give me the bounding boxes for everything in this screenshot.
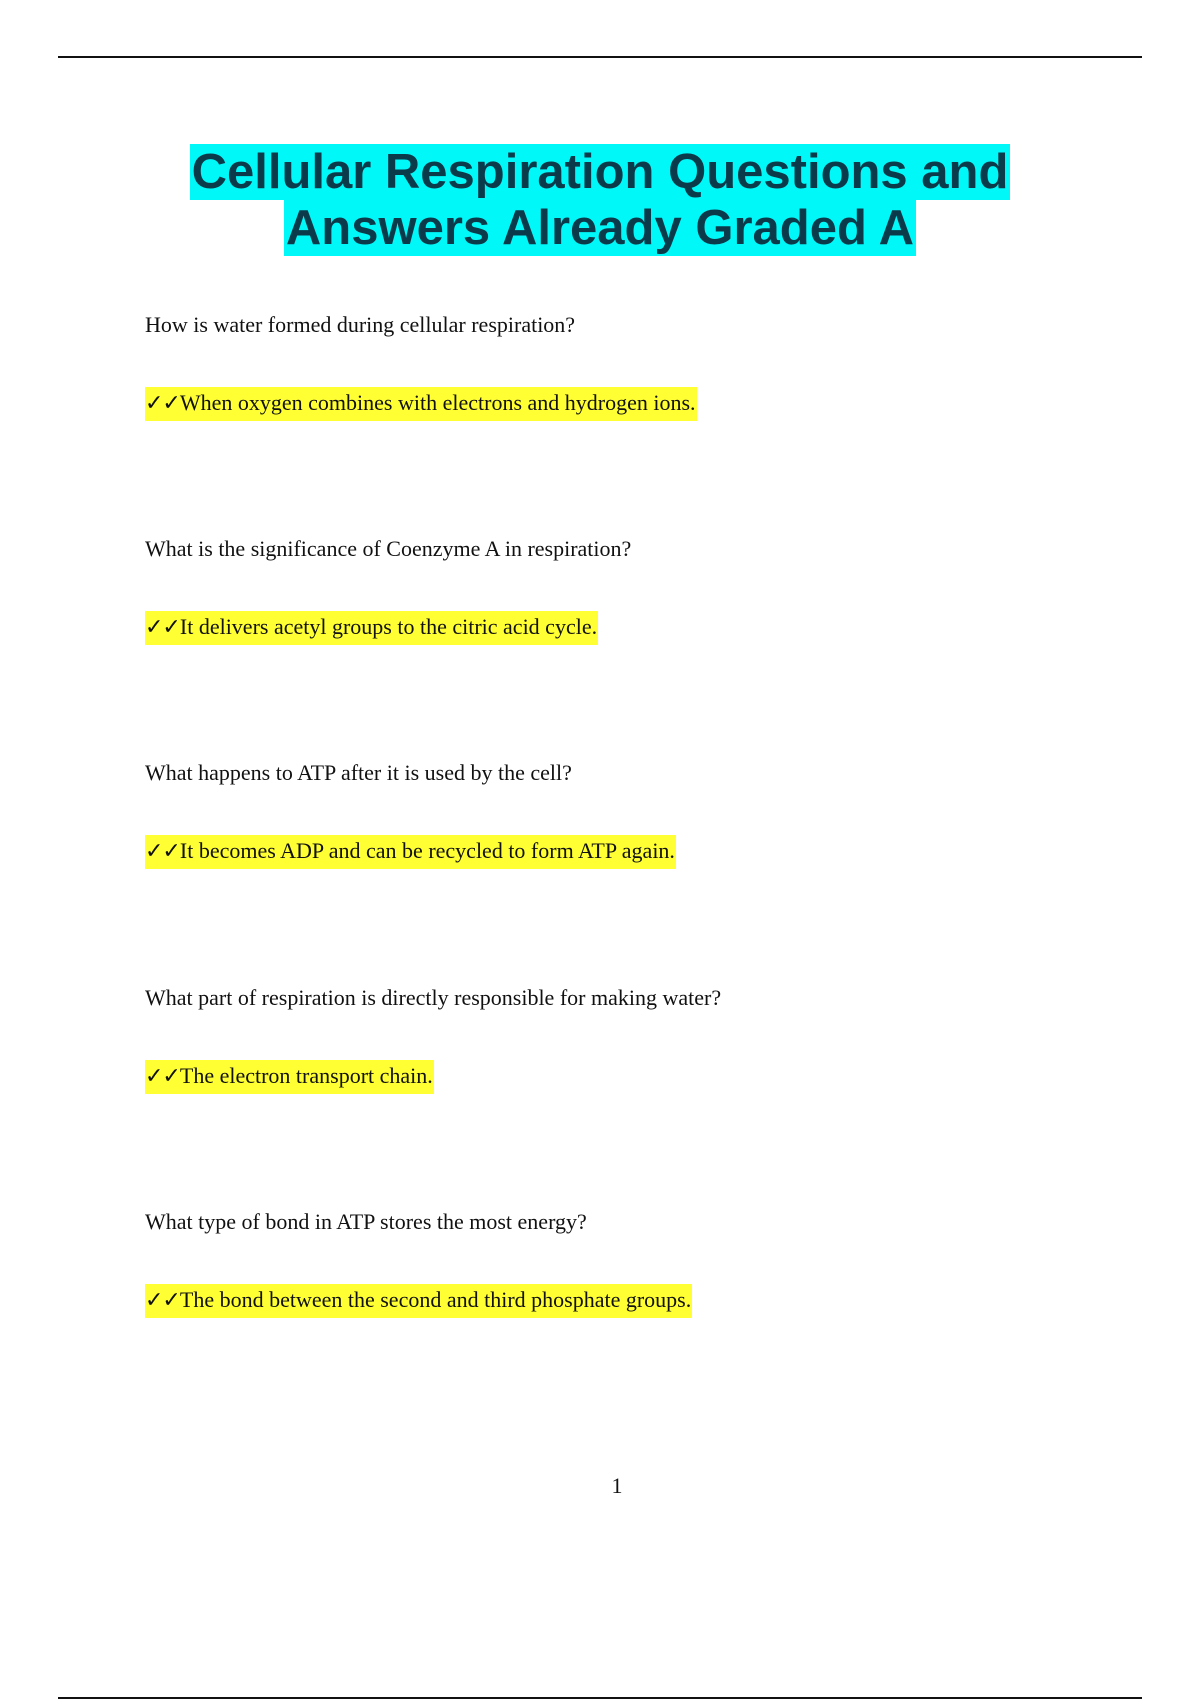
- answer: [145, 1060, 1105, 1094]
- answer-text: The bond between the second and third phosphate groups.: [179, 1287, 692, 1312]
- answer-text: When oxygen combines with electrons and hydrogen ions.: [179, 390, 696, 415]
- qa-item-5: [145, 1208, 1105, 1318]
- double-check-icon: ✓✓: [145, 391, 180, 416]
- question-text: What happens to ATP after it is used by the cell?: [145, 760, 572, 785]
- question-text: What type of bond in ATP stores the most energy?: [145, 1209, 587, 1234]
- double-check-icon: ✓✓: [145, 1288, 180, 1313]
- answer-highlight: [145, 1060, 434, 1094]
- question-text: What part of respiration is directly responsible for making water?: [145, 985, 722, 1010]
- bottom-rule: [58, 1697, 1142, 1699]
- qa-item-1: [145, 311, 1105, 421]
- qa-item-3: [145, 759, 1105, 869]
- answer-text: It delivers acetyl groups to the citric acid cycle.: [179, 614, 598, 639]
- answer: [145, 835, 1105, 869]
- answer: [145, 387, 1105, 421]
- qa-item-4: [145, 984, 1105, 1094]
- document-title: [0, 144, 1200, 256]
- question-text: What is the significance of Coenzyme A in respiration?: [145, 536, 632, 561]
- answer-highlight: [145, 611, 598, 645]
- top-rule: [58, 56, 1142, 58]
- double-check-icon: ✓✓: [145, 839, 180, 864]
- answer-highlight: [145, 387, 697, 421]
- answer-text: It becomes ADP and can be recycled to form ATP again.: [179, 838, 675, 863]
- title-line-1: Cellular Respiration Questions and: [191, 145, 1009, 199]
- page-number: 1: [611, 1473, 623, 1498]
- double-check-icon: ✓✓: [145, 1064, 180, 1089]
- double-check-icon: ✓✓: [145, 615, 180, 640]
- title-line-2: Answers Already Graded A: [285, 201, 915, 255]
- answer: [145, 611, 1105, 645]
- answer-highlight: [145, 835, 676, 869]
- qa-item-2: [145, 535, 1105, 645]
- answer: [145, 1284, 1105, 1318]
- question-text: How is water formed during cellular respiration?: [145, 312, 576, 337]
- answer-text: The electron transport chain.: [179, 1063, 433, 1088]
- answer-highlight: [145, 1284, 692, 1318]
